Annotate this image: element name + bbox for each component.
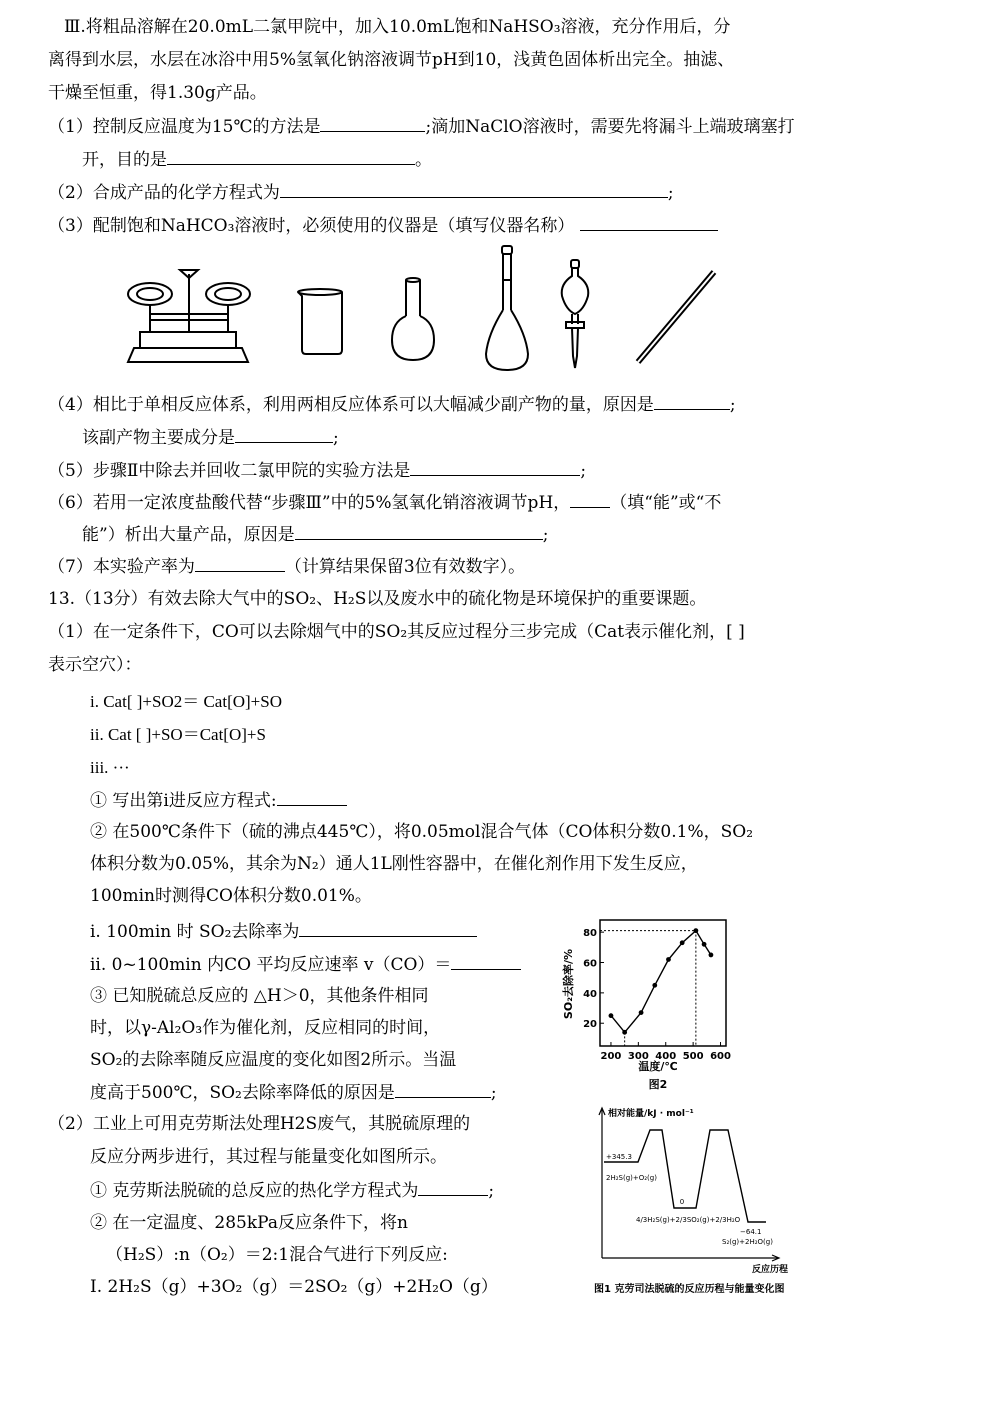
start-energy-value: +345.3 [606, 1153, 632, 1161]
sub-question-1: ① 写出第i进反应方程式: [90, 789, 347, 812]
sub-question-2-i: i. 100min 时 SO₂去除率为 [90, 920, 477, 943]
step-iii: iii. ··· [90, 758, 130, 777]
x-tick-label: 400 [655, 1051, 677, 1062]
answer-blank[interactable] [167, 148, 415, 165]
x-axis-label: 温度/℃ [638, 1060, 678, 1073]
step-ii: ii. Cat [ ]+SO＝Cat[O]+S [90, 725, 266, 744]
sub-question-2-ii: ii. 0~100min 内CO 平均反应速率 v（CO）＝ [90, 953, 521, 976]
sub-question-3-line4: 度高于500℃，SO₂去除率降低的原因是 ; [90, 1083, 497, 1103]
y-tick-label: 60 [583, 958, 597, 970]
answer-blank[interactable] [299, 920, 477, 937]
answer-blank[interactable] [570, 491, 610, 508]
data-point [666, 957, 671, 962]
glass-rod-icon [638, 272, 714, 362]
part-2-line1: （2）工业上可用克劳斯法处理H2S废气，其脱硫原理的 [48, 1114, 471, 1134]
data-point [652, 983, 657, 988]
answer-blank[interactable] [410, 459, 580, 476]
sub-question-2-line2: 体积分数为0.05%，其余为N₂）通人1L刚性容器中，在催化剂作用下发生反应， [90, 854, 698, 874]
part-2-line6: I. 2H₂S（g）+3O₂（g）＝2SO₂（g）+2H₂O（g） [90, 1277, 498, 1297]
sub-question-2-line3: 100min时测得CO体积分数0.01%。 [90, 886, 372, 906]
question-4: （4）相比于单相反应体系，利用两相反应体系可以大幅减少副产物的量，原因是 ; [48, 395, 736, 415]
x-axis-label: 反应历程 [751, 1265, 789, 1275]
answer-blank[interactable] [418, 1179, 488, 1196]
y-axis-label: 相对能量/kJ · mol⁻¹ [608, 1109, 694, 1119]
answer-blank[interactable] [277, 789, 347, 806]
x-tick-label: 600 [710, 1051, 731, 1062]
beaker-icon [298, 289, 342, 354]
question-2: （2）合成产品的化学方程式为 ; [48, 183, 674, 203]
plot-frame [600, 920, 726, 1046]
data-point [680, 940, 685, 945]
question-1-cont: 开，目的是 。 [82, 150, 432, 170]
answer-blank[interactable] [280, 181, 668, 198]
answer-blank[interactable] [395, 1081, 491, 1098]
part-2-line4: ② 在一定温度、285kPa反应条件下，将n [90, 1213, 408, 1233]
figure-2-chart [562, 918, 738, 1096]
figure-2-caption: 图2 [648, 1078, 668, 1091]
x-tick-label: 300 [627, 1051, 649, 1062]
data-point [639, 1010, 644, 1015]
question-1: （1）控制反应温度为15℃的方法是 ;滴加NaClO溶液时，需要先将漏斗上端玻璃塞打 [48, 117, 795, 137]
question-6: （6）若用一定浓度盐酸代替“步骤Ⅲ”中的5%氢氧化销溶液调节pH， （填“能”或“不 [48, 493, 722, 513]
volumetric-flask-icon [486, 246, 528, 370]
question-5: （5）步骤Ⅱ中除去并回收二氯甲院的实验方法是 ; [48, 461, 587, 481]
x-tick-label: 500 [682, 1051, 704, 1062]
figure-1-caption: 图1 克劳司法脱硫的反应历程与能量变化图 [594, 1284, 785, 1295]
data-point [609, 1013, 614, 1018]
question-3: （3）配制饱和NaHCO₃溶液时，必须使用的仪器是（填写仪器名称） [48, 214, 718, 237]
sub-question-3-line1: ③ 已知脱硫总反应的 △H＞0，其他条件相同 [90, 986, 429, 1006]
data-point [702, 942, 707, 947]
data-point [709, 953, 714, 958]
text-line-1: Ⅲ.将粗品溶解在20.0mL二氯甲院中，加入10.0mL饱和NaHSO₃溶液，充分作用后，分 [64, 17, 731, 37]
apparatus-illustration [120, 244, 730, 374]
answer-blank[interactable] [295, 523, 543, 540]
separatory-funnel-icon [562, 260, 589, 368]
y-tick-label: 80 [583, 928, 597, 940]
answer-blank[interactable] [235, 426, 333, 443]
step-i: i. Cat[ ]+SO2＝ Cat[O]+SO [90, 692, 282, 711]
x-tick-label: 200 [600, 1051, 622, 1062]
mid-energy-value: 0 [679, 1198, 685, 1206]
part-2-line2: 反应分两步进行，其过程与能量变化如图所示。 [90, 1147, 447, 1167]
part-2-line5: （H₂S）:n（O₂）＝2:1混合气进行下列反应: [106, 1245, 448, 1265]
end-energy-value: −64.1 [740, 1228, 762, 1236]
sub-question-3-line3: SO₂的去除率随反应温度的变化如图2所示。当温 [90, 1050, 457, 1070]
y-axis-label: SO₂去除率/% [562, 948, 575, 1020]
q13-part1-line1: （1）在一定条件下，CO可以去除烟气中的SO₂其反应过程分三步完成（Cat表示催化剂，[ ] [48, 622, 745, 642]
balance-icon [128, 270, 250, 362]
answer-blank[interactable] [654, 393, 730, 410]
question-13-title: 13.（13分）有效去除大气中的SO₂、H₂S以及废水中的硫化物是环境保护的重要课题。 [48, 589, 707, 609]
answer-blank[interactable] [195, 555, 285, 572]
text-line-2: 离得到水层，水层在冰浴中用5%氢氧化钠溶液调节pH到10，浅黄色固体析出完全。抽滤、 [48, 50, 735, 70]
sub-question-3-line2: 时，以γ-Al₂O₃作为催化剂，反应相同的时间， [90, 1018, 441, 1038]
question-7: （7）本实验产率为 （计算结果保留3位有效数字）。 [48, 557, 526, 577]
sub-question-2-line1: ② 在500℃条件下（硫的沸点445℃），将0.05mol混合气体（CO体积分数0.1%，SO₂ [90, 822, 754, 842]
part-2-line3: ① 克劳斯法脱硫的总反应的热化学方程式为 ; [90, 1181, 495, 1201]
mid-species-label: 4/3H₂S(g)+2/3SO₂(g)+2/3H₂O [636, 1216, 741, 1224]
end-species-label: S₂(g)+2H₂O(g) [722, 1238, 773, 1246]
question-4-cont: 该副产物主要成分是 ; [82, 428, 339, 448]
answer-blank[interactable] [451, 953, 521, 970]
start-species-label: 2H₂S(g)+O₂(g) [606, 1174, 657, 1182]
y-tick-label: 40 [583, 988, 597, 1000]
text-line-3: 干燥至恒重，得1.30g产品。 [48, 83, 267, 103]
answer-blank[interactable] [320, 115, 425, 132]
answer-blank[interactable] [580, 214, 718, 231]
series-line [611, 931, 711, 1033]
figure-1-energy-diagram [592, 1104, 822, 1275]
y-tick-label: 20 [583, 1019, 597, 1031]
round-flask-icon [392, 278, 434, 360]
q13-part1-line2: 表示空穴）： [48, 655, 142, 675]
question-6-cont: 能”）析出大量产品，原因是 ; [82, 525, 549, 545]
data-point [693, 928, 698, 933]
data-point [622, 1030, 627, 1035]
